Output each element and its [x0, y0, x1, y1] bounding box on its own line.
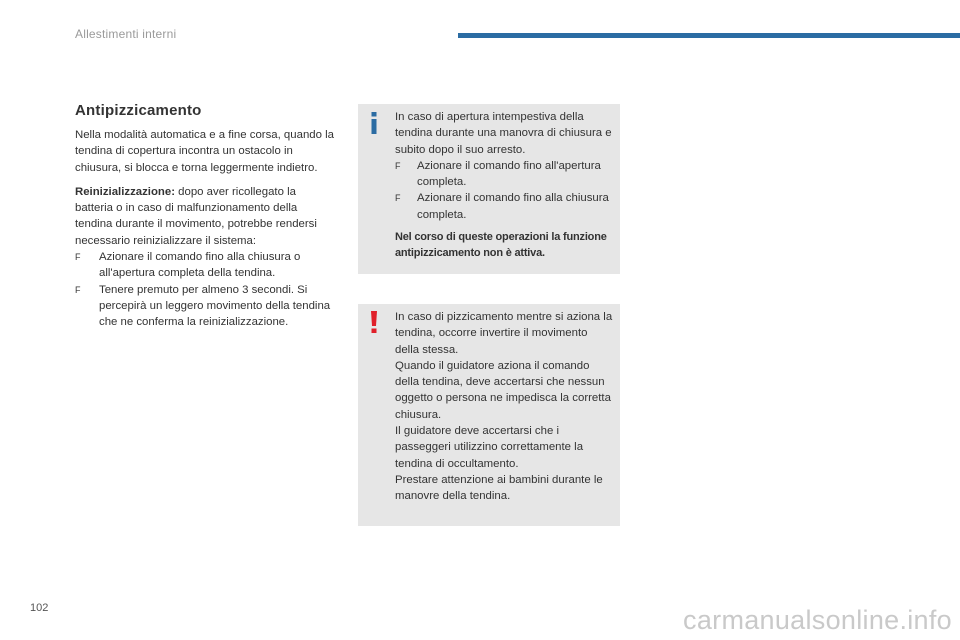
warning-text-2: Quando il guidatore aziona il comando della tendina, deve accertarsi che nessun oggetto o persona ne impedisca la corretta chiusura.	[395, 359, 611, 421]
reinit-steps	[75, 249, 335, 330]
list-item	[75, 282, 335, 331]
list-item	[75, 249, 335, 282]
warning-box	[358, 304, 620, 526]
intro-paragraph: Nella modalità automatica e a fine corsa, quando la tendina di copertura incontra un ostacolo in chiusura, si blocca e torna leggermente indietro.	[75, 129, 334, 174]
reinit-text: dopo aver ricollegato la batteria o in caso di malfunzionamento della tendina durante il movimento, potrebbe rendersi necessario reinizializzare il sistema:	[75, 185, 317, 247]
warning-text-4: Prestare attenzione ai bambini durante le manovre della tendina.	[395, 473, 603, 503]
watermark: carmanualsonline.info	[683, 605, 952, 635]
list-item-text: Tenere premuto per almeno 3 secondi. Si percepirà un leggero movimento della tendina che ne conferma la reinizializzazione.	[99, 283, 331, 329]
reinit-label: Reinizializzazione:	[75, 185, 176, 198]
page-number: 102	[30, 602, 49, 614]
list-item-text: Azionare il comando fino all'apertura completa.	[417, 159, 601, 189]
info-note: Nel corso di queste operazioni la funzione antipizzicamento non è attiva.	[395, 231, 607, 260]
list-item	[395, 158, 614, 191]
header-title: Allestimenti interni	[75, 27, 177, 41]
header-bar	[458, 33, 960, 38]
bullet-icon: F	[75, 252, 81, 263]
exclamation-icon	[368, 310, 380, 334]
reinit-paragraph	[75, 184, 335, 249]
warning-box-content	[395, 309, 614, 505]
info-intro: In caso di apertura intempestiva della tendina durante una manovra di chiusura e subito dopo il suo arresto.	[395, 111, 612, 156]
section-title: Antipizzicamento	[75, 102, 202, 119]
info-icon	[368, 111, 380, 135]
warning-text-3: Il guidatore deve accertarsi che i passeggeri utilizzino correttamente la tendina di occultamento.	[395, 425, 584, 470]
info-steps	[395, 158, 614, 223]
left-column	[75, 127, 335, 331]
bullet-icon: F	[75, 284, 81, 295]
info-box-content	[395, 109, 614, 262]
list-item	[395, 190, 614, 223]
bullet-icon: F	[395, 160, 401, 171]
bullet-icon: F	[395, 193, 401, 204]
warning-text-1: In caso di pizzicamento mentre si aziona la tendina, occorre invertire il movimento della stessa.	[395, 311, 613, 356]
info-box	[358, 104, 620, 274]
list-item-text: Azionare il comando fino alla chiusura o all'apertura completa della tendina.	[99, 251, 301, 280]
list-item-text: Azionare il comando fino alla chiusura completa.	[417, 192, 609, 221]
